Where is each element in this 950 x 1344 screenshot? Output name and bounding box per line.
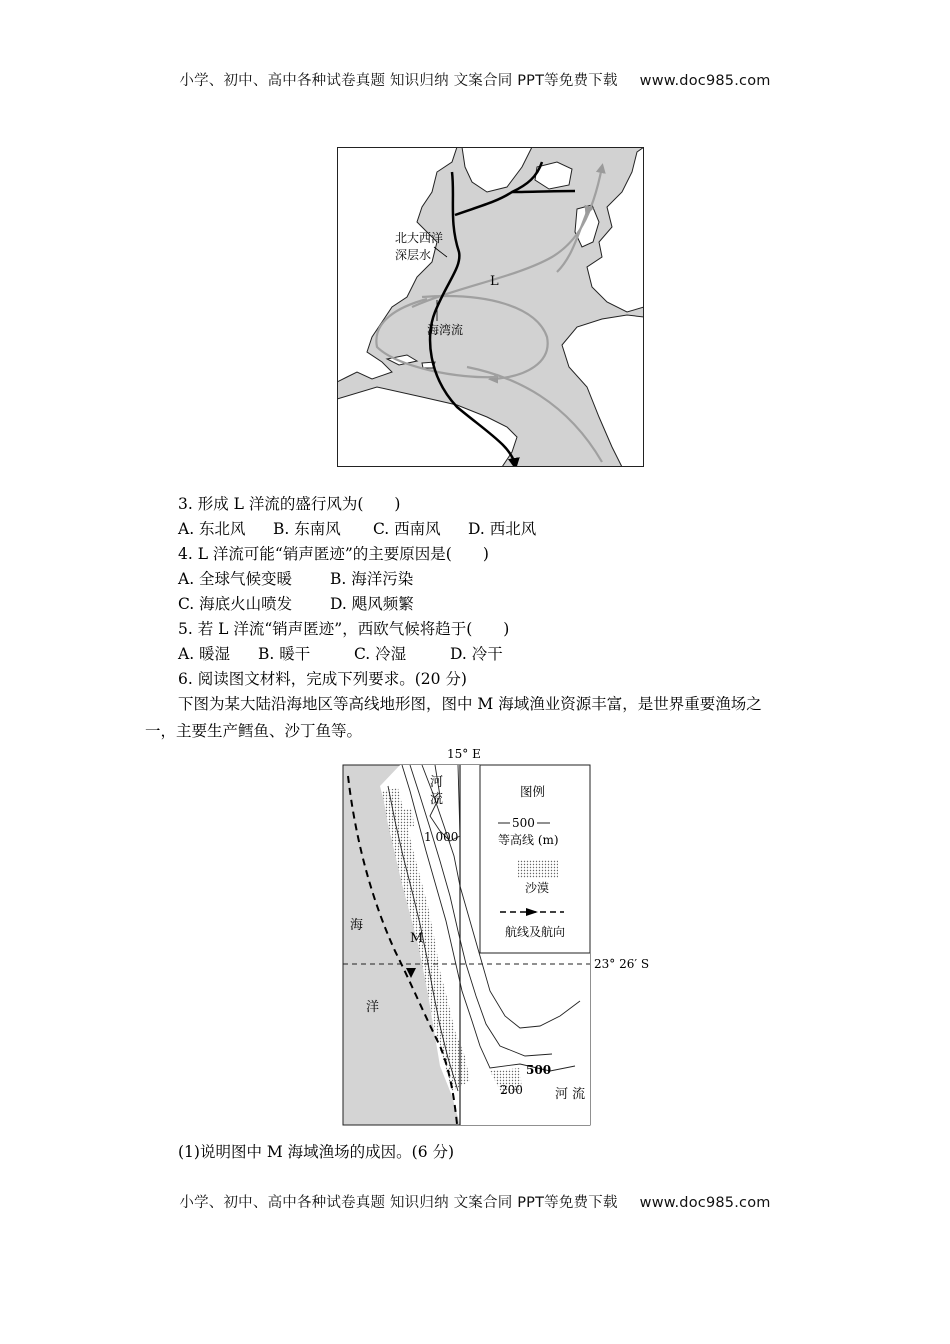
label-contour-1000: 1 000 [424,830,459,844]
option-b[interactable]: B. 暖干 [258,645,311,663]
question-4-options-row2 [178,594,414,614]
longitude-label: 15° E [447,747,481,761]
label-M: M [410,931,424,946]
option-b[interactable]: B. 东南风 [273,520,341,538]
label-gulf-stream: 海湾流 [427,323,464,337]
page-footer [0,1191,950,1212]
option-a[interactable]: A. 暖湿 [178,645,231,663]
label-sea-2: 洋 [366,1000,380,1015]
option-b[interactable]: B. 海洋污染 [330,570,414,588]
legend-title: 图例 [520,784,546,799]
option-d[interactable]: D. 西北风 [468,520,537,538]
option-d[interactable]: D. 飓风频繁 [330,595,414,613]
footer-url: www.doc985.com [639,1195,771,1211]
deep-water-branch-2 [512,191,575,192]
question-6-paragraph-line2: 一，主要生产鳕鱼、沙丁鱼等。 [145,722,363,740]
label-deep-water-1: 北大西洋 [395,231,444,245]
label-L: L [490,274,499,289]
header-text: 小学、初中、高中各种试卷真题 知识归纳 文案合同 PPT等免费下载 [179,73,618,89]
option-a[interactable]: A. 东北风 [178,520,246,538]
question-3-stem: 3. 形成 L 洋流的盛行风为( ) [178,495,401,513]
label-contour-500: 500 [526,1063,552,1077]
label-deep-water-2: 深层水 [395,248,432,262]
question-6-paragraph-line1: 下图为某大陆沿海地区等高线地形图，图中 M 海域渔业资源丰富，是世界重要渔场之 [178,695,762,713]
label-sea-1: 海 [350,918,364,933]
label-river-bottom: 河 流 [555,1087,586,1102]
question-6-sub1: (1)说明图中 M 海域渔场的成因。(6 分) [178,1143,455,1161]
header-url: www.doc985.com [639,73,771,89]
page-header [0,69,950,90]
option-a[interactable]: A. 全球气候变暖 [178,570,293,588]
legend-route-label: 航线及航向 [505,925,566,939]
question-3-options [178,519,536,539]
question-4-stem: 4. L 洋流可能“销声匿迹”的主要原因是( ) [178,545,489,563]
label-contour-200: 200 [500,1083,523,1097]
legend-contour-sample: 500 [512,816,535,830]
question-5-options [178,644,503,664]
legend-desert-swatch [518,860,558,878]
latitude-label: 23° 26′ S [594,957,650,971]
option-c[interactable]: C. 海底火山喷发 [178,595,293,613]
option-c[interactable]: C. 冷湿 [354,645,407,663]
footer-text: 小学、初中、高中各种试卷真题 知识归纳 文案合同 PPT等免费下载 [179,1195,618,1211]
north-atlantic-current-map [337,147,644,467]
legend-desert-label: 沙漠 [525,881,550,895]
label-river-top-1: 河 [430,775,444,790]
legend-contour-label: 等高线 (m) [498,833,559,847]
option-d[interactable]: D. 冷干 [450,645,503,663]
coastal-contour-map [340,746,660,1128]
question-5-stem: 5. 若 L 洋流“销声匿迹”，西欧气候将趋于( ) [178,620,510,638]
question-4-options-row1 [178,569,413,589]
option-c[interactable]: C. 西南风 [373,520,441,538]
label-river-top-2: 流 [430,792,444,807]
desert-patch [398,808,414,828]
question-6-stem: 6. 阅读图文材料，完成下列要求。(20 分) [178,670,467,688]
